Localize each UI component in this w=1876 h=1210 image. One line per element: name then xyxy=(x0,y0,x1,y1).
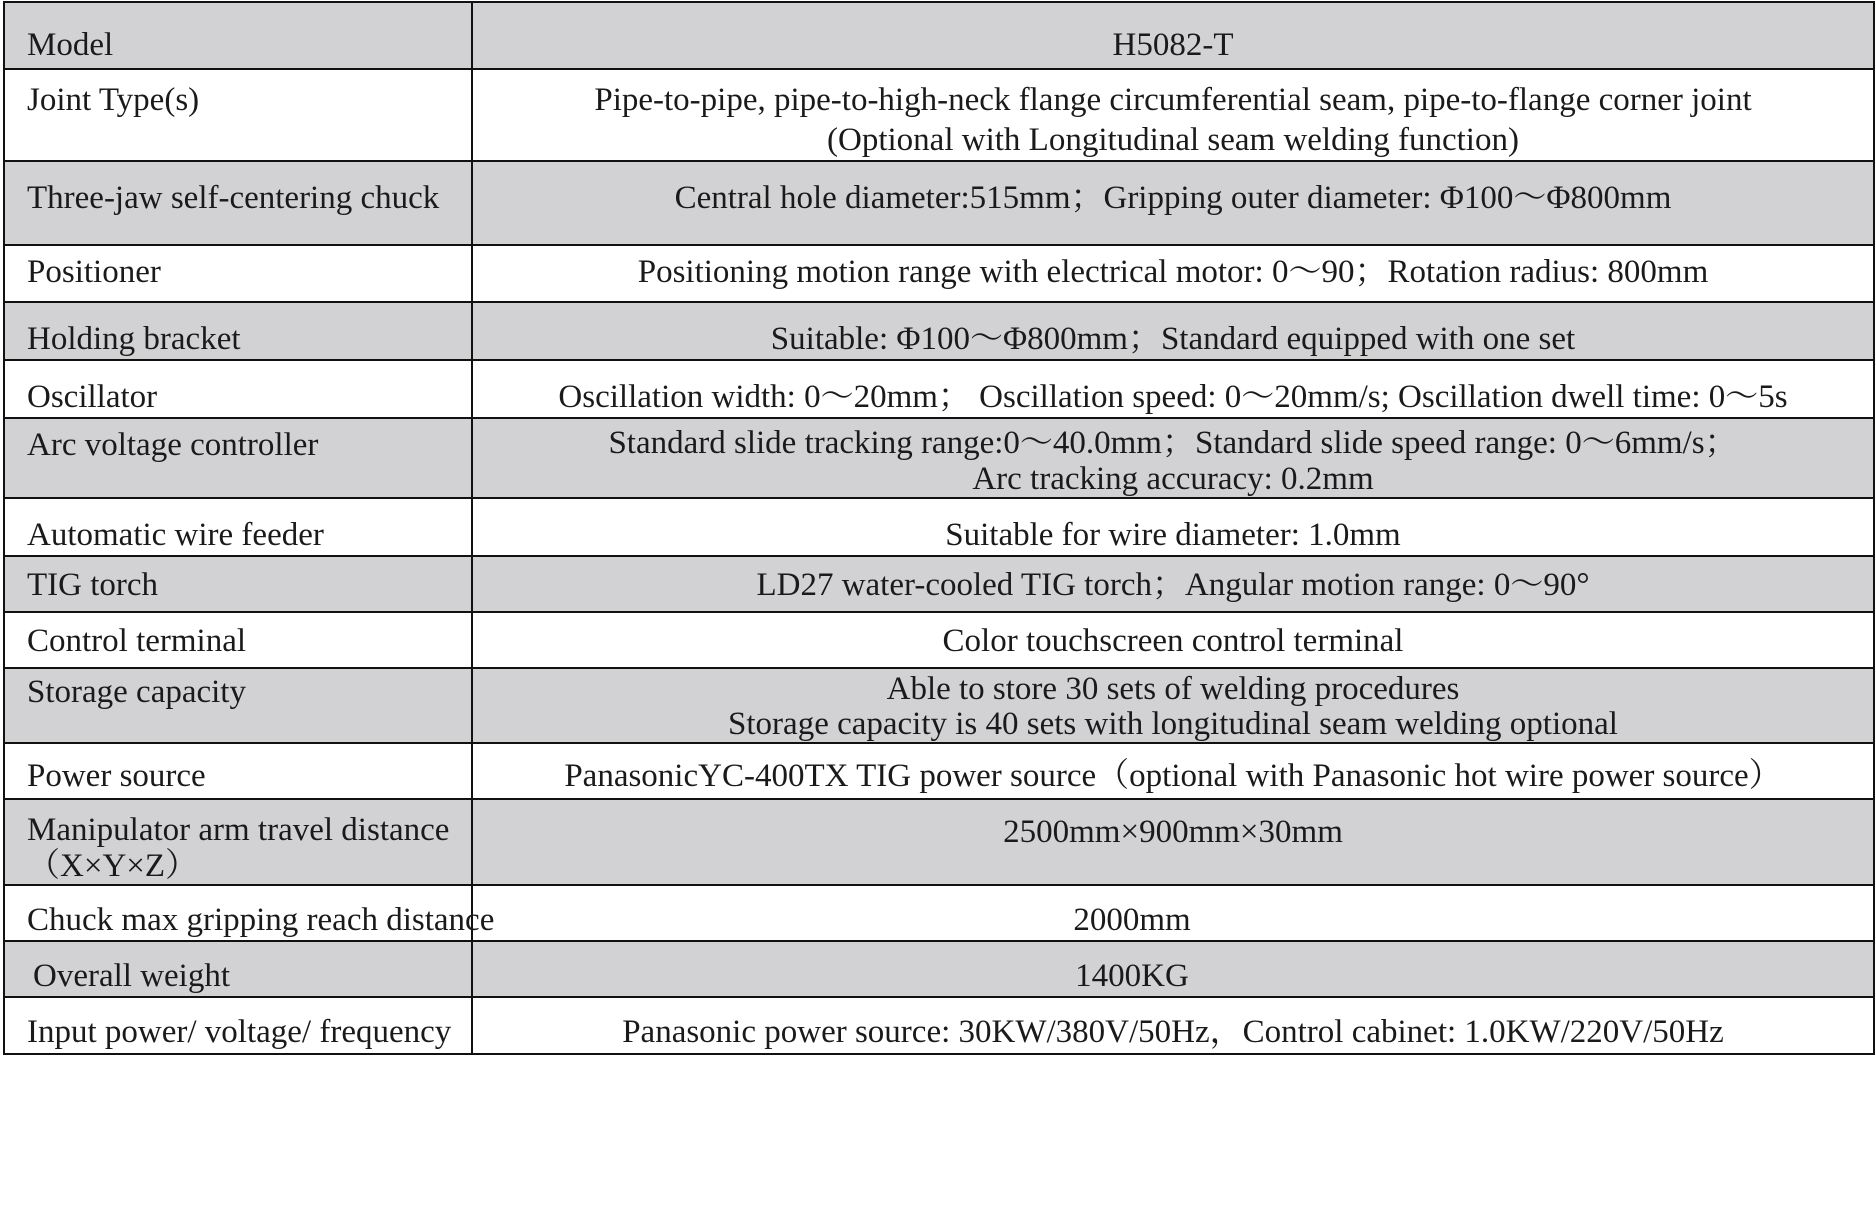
value-line: Suitable for wire diameter: 1.0mm xyxy=(945,517,1401,553)
table-row-overall-weight xyxy=(4,941,1874,997)
table-row-manipulator-travel xyxy=(4,799,1874,885)
row-label: Manipulator arm travel distance （X×Y×Z） xyxy=(4,799,472,885)
table-row-tig-torch xyxy=(4,556,1874,612)
row-value xyxy=(472,418,1874,498)
table-row-positioner xyxy=(4,245,1874,302)
value-line: Pipe-to-pipe, pipe-to-high-neck flange circumferential seam, pipe-to-flange corner joint xyxy=(594,82,1752,118)
table-row-chuck-reach xyxy=(4,885,1874,941)
table-row-wire-feeder xyxy=(4,498,1874,556)
value-line: Storage capacity is 40 sets with longitudinal seam welding optional xyxy=(728,706,1618,742)
value-line: Suitable: Φ100～Φ800mm；Standard equipped with one set xyxy=(770,321,1576,357)
row-label: Control terminal xyxy=(4,612,472,668)
table-row-model xyxy=(4,2,1874,69)
table-row-input-power xyxy=(4,997,1874,1054)
row-value xyxy=(472,941,1874,997)
specification-table-body xyxy=(4,2,1874,1054)
value-line: Standard slide tracking range:0～40.0mm；Standard slide speed range: 0～6mm/s； xyxy=(608,425,1738,461)
row-label: Power source xyxy=(4,743,472,799)
row-label: Overall weight xyxy=(4,941,472,997)
row-value xyxy=(472,302,1874,360)
table-row-arc-voltage-controller xyxy=(4,418,1874,498)
row-label: Model xyxy=(4,2,472,69)
row-label: Holding bracket xyxy=(4,302,472,360)
table-row-storage-capacity xyxy=(4,668,1874,743)
row-value xyxy=(472,997,1874,1054)
row-label: Automatic wire feeder xyxy=(4,498,472,556)
value-line: Color touchscreen control terminal xyxy=(942,623,1404,659)
row-label: Joint Type(s) xyxy=(4,69,472,161)
row-label: Oscillator xyxy=(4,360,472,418)
value-line: 2500mm×900mm×30mm xyxy=(1003,814,1343,850)
table-row-power-source xyxy=(4,743,1874,799)
row-value xyxy=(472,885,1874,941)
value-line: Central hole diameter:515mm；Gripping outer diameter: Φ100～Φ800mm xyxy=(674,180,1672,216)
table-row-oscillator xyxy=(4,360,1874,418)
specification-table xyxy=(3,1,1875,1055)
row-value xyxy=(472,498,1874,556)
row-value xyxy=(472,743,1874,799)
value-line: Positioning motion range with electrical motor: 0～90；Rotation radius: 800mm xyxy=(637,254,1709,290)
row-value xyxy=(472,360,1874,418)
row-value xyxy=(472,556,1874,612)
value-line: (Optional with Longitudinal seam welding function) xyxy=(827,122,1519,158)
row-value xyxy=(472,2,1874,69)
row-value xyxy=(472,161,1874,245)
table-row-joint-types xyxy=(4,69,1874,161)
value-line: Oscillation width: 0～20mm； Oscillation speed: 0～20mm/s; Oscillation dwell time: 0～5s xyxy=(558,379,1788,415)
row-label: Three-jaw self-centering chuck xyxy=(4,161,472,245)
value-line: 1400KG xyxy=(1075,958,1189,994)
row-label: Positioner xyxy=(4,245,472,302)
row-label: Chuck max gripping reach distance xyxy=(4,885,472,941)
value-line: H5082-T xyxy=(1112,27,1234,63)
row-label: TIG torch xyxy=(4,556,472,612)
row-label: Arc voltage controller xyxy=(4,418,472,498)
row-value xyxy=(472,245,1874,302)
value-line: LD27 water-cooled TIG torch；Angular motion range: 0～90° xyxy=(756,567,1590,603)
value-line: Able to store 30 sets of welding procedures xyxy=(886,671,1460,707)
table-row-holding-bracket xyxy=(4,302,1874,360)
value-line: 2000mm xyxy=(1073,902,1191,938)
value-line: Arc tracking accuracy: 0.2mm xyxy=(972,461,1374,497)
value-line: PanasonicYC-400TX TIG power source（optional with Panasonic hot wire power source） xyxy=(564,758,1782,794)
row-value xyxy=(472,668,1874,743)
row-label: Input power/ voltage/ frequency xyxy=(4,997,472,1054)
row-value xyxy=(472,69,1874,161)
row-label: Storage capacity xyxy=(4,668,472,743)
value-line: Panasonic power source: 30KW/380V/50Hz，Control cabinet: 1.0KW/220V/50Hz xyxy=(622,1014,1724,1050)
table-row-control-terminal xyxy=(4,612,1874,668)
row-value xyxy=(472,799,1874,885)
row-value xyxy=(472,612,1874,668)
table-row-chuck xyxy=(4,161,1874,245)
